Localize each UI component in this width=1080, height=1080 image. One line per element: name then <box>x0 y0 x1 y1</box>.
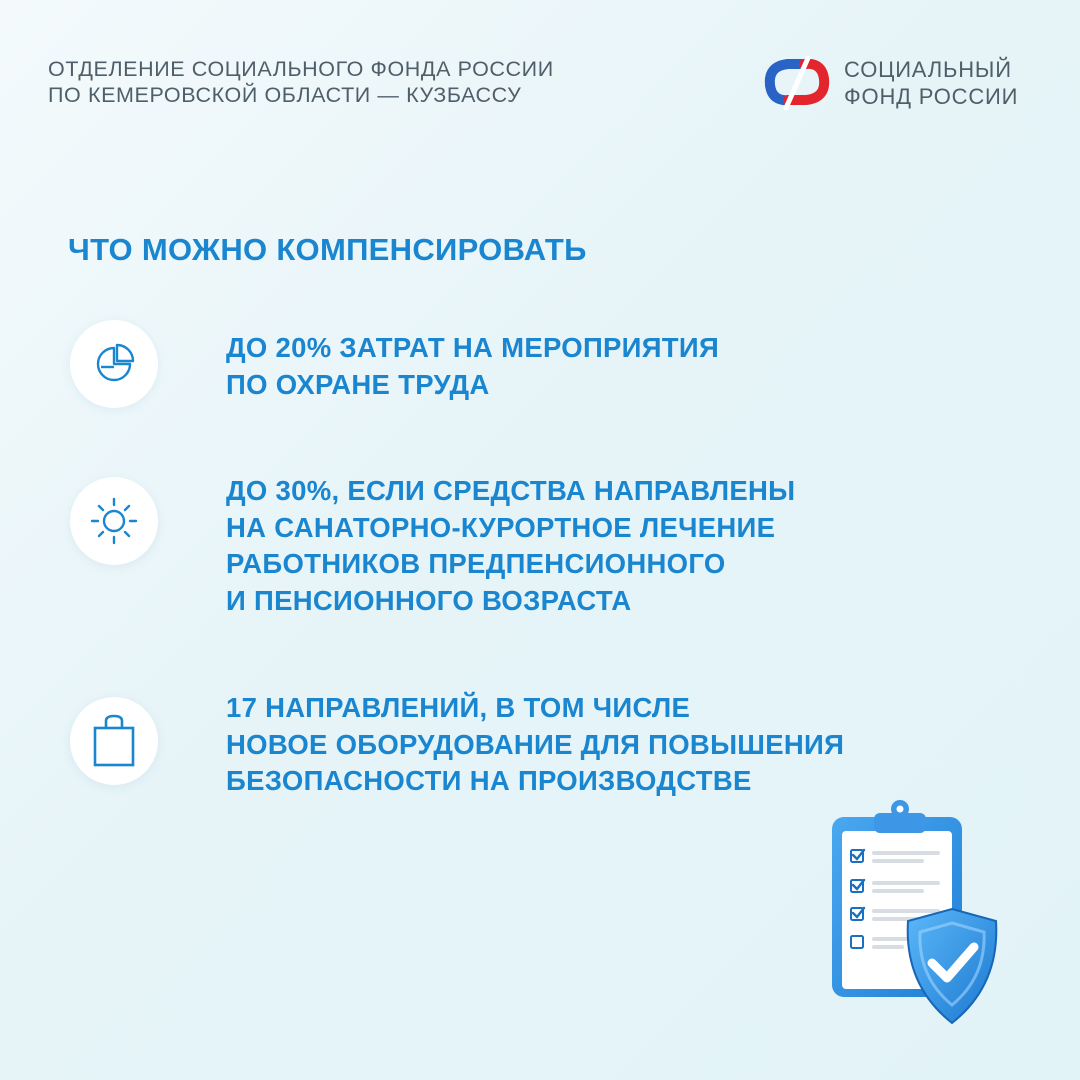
page-title: ЧТО МОЖНО КОМПЕНСИРОВАТЬ <box>68 232 587 267</box>
sfr-logo-text-line-2: ФОНД РОССИИ <box>844 84 1019 109</box>
shopping-bag-icon <box>70 697 158 785</box>
sfr-logo-text-line-1: СОЦИАЛЬНЫЙ <box>844 57 1012 82</box>
item-1-text <box>226 330 719 403</box>
sfr-logo-icon <box>760 52 834 112</box>
item-3-text <box>226 690 844 800</box>
item-1-line-2: ПО ОХРАНЕ ТРУДА <box>226 368 490 400</box>
organization-name <box>48 56 554 108</box>
sun-icon <box>70 477 158 565</box>
item-3-line-2: НОВОЕ ОБОРУДОВАНИЕ ДЛЯ ПОВЫШЕНИЯ <box>226 728 845 760</box>
sfr-logo <box>760 52 1050 112</box>
organization-name-line-1: ОТДЕЛЕНИЕ СОЦИАЛЬНОГО ФОНДА РОССИИ <box>48 57 554 81</box>
organization-name-line-2: ПО КЕМЕРОВСКОЙ ОБЛАСТИ — КУЗБАССУ <box>48 83 522 107</box>
item-2-line-3: РАБОТНИКОВ ПРЕДПЕНСИОННОГО <box>226 548 726 579</box>
pie-chart-icon <box>70 320 158 408</box>
item-2-line-2: НА САНАТОРНО-КУРОРТНОЕ ЛЕЧЕНИЕ <box>226 511 776 543</box>
item-3-line-3: БЕЗОПАСНОСТИ НА ПРОИЗВОДСТВЕ <box>226 765 752 796</box>
item-1-line-1: ДО 20% ЗАТРАТ НА МЕРОПРИЯТИЯ <box>226 332 720 363</box>
item-2-line-4: И ПЕНСИОННОГО ВОЗРАСТА <box>226 584 632 616</box>
item-2-text <box>226 473 795 619</box>
item-3-line-1: 17 НАПРАВЛЕНИЙ, В ТОМ ЧИСЛЕ <box>226 692 691 723</box>
item-2-line-1: ДО 30%, ЕСЛИ СРЕДСТВА НАПРАВЛЕНЫ <box>226 475 796 506</box>
sfr-logo-text <box>844 56 1018 110</box>
clipboard-shield-icon <box>820 795 1020 1040</box>
